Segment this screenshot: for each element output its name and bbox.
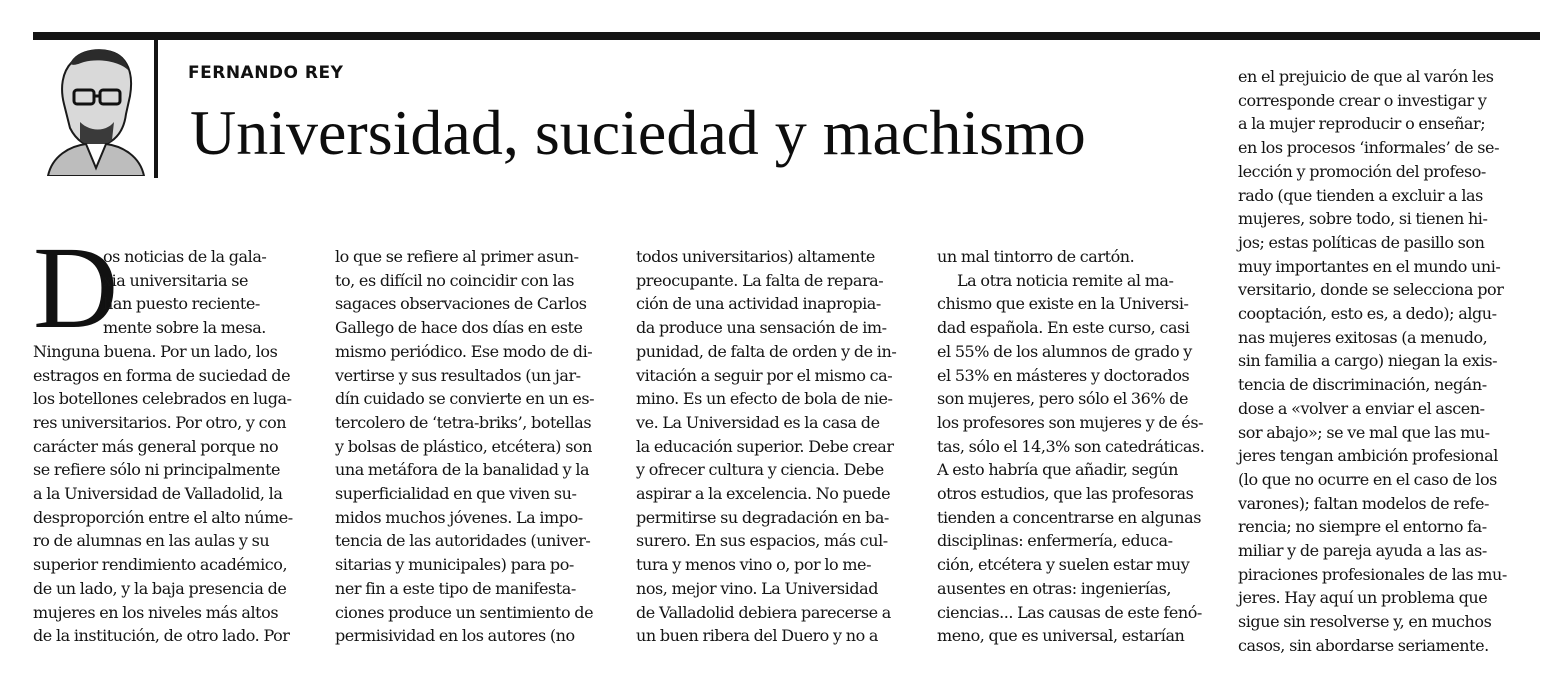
text-line: ciones produce un sentimiento de xyxy=(335,602,594,622)
text-line: corresponde crear o investigar y xyxy=(1238,90,1487,110)
text-line: permisividad en los autores (no xyxy=(335,626,575,646)
text-line: se refiere sólo ni principalmente xyxy=(33,460,281,480)
text-line: surero. En sus espacios, más cul- xyxy=(636,531,888,551)
article-column-2 xyxy=(335,245,594,648)
text-line: versitario, donde se selecciona por xyxy=(1238,280,1504,300)
text-line: de la institución, de otro lado. Por xyxy=(33,626,290,646)
text-line: nas mujeres exitosas (a menudo, xyxy=(1238,327,1488,347)
text-line: de Valladolid debiera parecerse a xyxy=(636,602,891,622)
text-line: ción de una actividad inapropia- xyxy=(636,294,881,314)
text-line: tencia de las autoridades (univer- xyxy=(335,531,591,551)
text-line: son mujeres, pero sólo el 36% de xyxy=(937,389,1189,409)
text-line: carácter más general porque no xyxy=(33,436,279,456)
text-line: y bolsas de plástico, etcétera) son xyxy=(335,436,593,456)
text-line: y ofrecer cultura y ciencia. Debe xyxy=(636,460,884,480)
text-line: mismo periódico. Ese modo de di- xyxy=(335,341,593,361)
text-line: de un lado, y la baja presencia de xyxy=(33,578,287,598)
text-line: dín cuidado se convierte en un es- xyxy=(335,389,595,409)
text-line: la educación superior. Debe crear xyxy=(636,436,894,456)
text-line: jeres tengan ambición profesional xyxy=(1238,446,1498,466)
text-line: otros estudios, que las profesoras xyxy=(937,484,1194,504)
text-line: un mal tintorro de cartón. xyxy=(937,247,1135,266)
text-line: vertirse y sus resultados (un jar- xyxy=(335,365,581,385)
text-line: ro de alumnas en las aulas y su xyxy=(33,531,270,551)
text-line: cooptación, esto es, a dedo); algu- xyxy=(1238,304,1497,324)
text-line: os noticias de la gala- xyxy=(103,247,267,266)
text-line: muy importantes en el mundo uni- xyxy=(1238,256,1501,276)
article-column-5 xyxy=(1238,65,1507,658)
text-line: jeres. Hay aquí un problema que xyxy=(1238,588,1488,608)
text-line: los botellones celebrados en luga- xyxy=(33,389,292,409)
text-line: mujeres en los niveles más altos xyxy=(33,602,279,622)
text-line: chismo que existe en la Universi- xyxy=(937,294,1189,314)
text-line: punidad, de falta de orden y de in- xyxy=(636,341,897,361)
text-line: Ninguna buena. Por un lado, los xyxy=(33,341,278,361)
text-line: permitirse su degradación en ba- xyxy=(636,507,889,527)
text-line: los profesores son mujeres y de és- xyxy=(937,412,1204,432)
text-line: lo que se refiere al primer asun- xyxy=(335,247,579,266)
text-line: piraciones profesionales de las mu- xyxy=(1238,564,1507,584)
text-line: tura y menos vino o, por lo me- xyxy=(636,555,872,575)
article-column-4 xyxy=(937,245,1204,648)
text-line: desproporción entre el alto núme- xyxy=(33,507,293,527)
text-line: mente sobre la mesa. xyxy=(103,318,266,338)
text-line: el 55% de los alumnos de grado y xyxy=(937,341,1192,361)
text-line: todos universitarios) altamente xyxy=(636,247,875,266)
text-line: sin familia a cargo) niegan la exis- xyxy=(1238,351,1498,371)
text-line: vitación a seguir por el mismo ca- xyxy=(636,365,893,385)
text-line: una metáfora de la banalidad y la xyxy=(335,460,590,480)
text-line: tercolero de ‘tetra-briks’, botellas xyxy=(335,412,592,432)
text-line: ausentes en otras: ingenierías, xyxy=(937,578,1171,598)
text-line: La otra noticia remite al ma- xyxy=(957,270,1174,290)
text-line: superior rendimiento académico, xyxy=(33,555,288,575)
text-line: mujeres, sobre todo, si tienen hi- xyxy=(1238,209,1488,229)
article-column-1 xyxy=(33,245,293,648)
text-line: sor abajo»; se ve mal que las mu- xyxy=(1238,422,1490,442)
portrait-divider xyxy=(154,32,158,178)
text-line: rado (que tienden a excluir a las xyxy=(1238,185,1483,205)
text-line: jos; estas políticas de pasillo son xyxy=(1238,232,1485,252)
text-line: A esto habría que añadir, según xyxy=(937,460,1178,480)
text-line: sagaces observaciones de Carlos xyxy=(335,294,587,314)
text-line: aspirar a la excelencia. No puede xyxy=(636,484,891,504)
text-line: disciplinas: enfermería, educa- xyxy=(937,531,1173,551)
text-line: tienden a concentrarse en algunas xyxy=(937,507,1201,527)
text-line: el 53% en másteres y doctorados xyxy=(937,365,1190,385)
text-line: mino. Es un efecto de bola de nie- xyxy=(636,389,893,409)
text-line: a la Universidad de Valladolid, la xyxy=(33,484,283,504)
text-line: estragos en forma de suciedad de xyxy=(33,365,291,385)
text-line: ner fin a este tipo de manifesta- xyxy=(335,578,576,598)
text-line: miliar y de pareja ayuda a las as- xyxy=(1238,541,1487,561)
drop-cap: D xyxy=(33,222,119,353)
text-line: superficialidad en que viven su- xyxy=(335,484,577,504)
text-line: ve. La Universidad es la casa de xyxy=(636,412,880,432)
header-rule xyxy=(33,32,1540,40)
text-line: un buen ribera del Duero y no a xyxy=(636,626,878,646)
text-line: (lo que no ocurre en el caso de los xyxy=(1238,469,1497,489)
text-line: da produce una sensación de im- xyxy=(636,318,887,338)
article-column-3 xyxy=(636,245,896,648)
text-line: res universitarios. Por otro, y con xyxy=(33,412,287,432)
text-line: Gallego de hace dos días en este xyxy=(335,318,583,338)
text-line: sigue sin resolverse y, en muchos xyxy=(1238,612,1492,632)
text-line: dad española. En este curso, casi xyxy=(937,318,1190,338)
text-line: lección y promoción del profeso- xyxy=(1238,161,1486,181)
text-line: ciencias... Las causas de este fenó- xyxy=(937,602,1202,622)
text-line: han puesto reciente- xyxy=(103,294,260,314)
text-line: varones); faltan modelos de refe- xyxy=(1238,493,1489,513)
text-line: nos, mejor vino. La Universidad xyxy=(636,578,878,598)
text-line: a la mujer reproducir o enseñar; xyxy=(1238,114,1486,134)
text-line: sitarias y municipales) para po- xyxy=(335,555,574,575)
text-line: en los procesos ‘informales’ de se- xyxy=(1238,138,1500,158)
text-line: to, es difícil no coincidir con las xyxy=(335,270,574,290)
text-line: midos muchos jóvenes. La impo- xyxy=(335,507,583,527)
text-line: casos, sin abordarse seriamente. xyxy=(1238,635,1489,655)
author-portrait-icon xyxy=(40,44,150,176)
text-line: xia universitaria se xyxy=(103,270,249,290)
text-line: preocupante. La falta de repara- xyxy=(636,270,884,290)
text-line: ción, etcétera y suelen estar muy xyxy=(937,555,1190,575)
text-line: meno, que es universal, estarían xyxy=(937,626,1185,646)
text-line: tas, sólo el 14,3% son catedráticas. xyxy=(937,436,1205,456)
text-line: tencia de discriminación, negán- xyxy=(1238,375,1487,395)
article-headline: Universidad, suciedad y machismo xyxy=(190,97,1086,168)
text-line: rencia; no siempre el entorno fa- xyxy=(1238,517,1487,537)
author-byline: FERNANDO REY xyxy=(188,63,344,83)
text-line: en el prejuicio de que al varón les xyxy=(1238,67,1494,86)
text-line: dose a «volver a enviar el ascen- xyxy=(1238,398,1485,418)
